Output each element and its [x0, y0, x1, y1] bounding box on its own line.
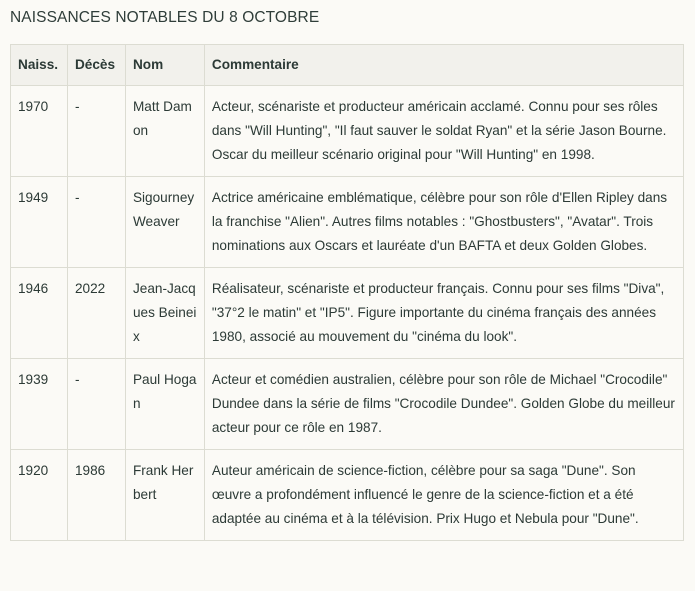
header-deces: Décès: [67, 45, 125, 86]
cell-commentaire: Réalisateur, scénariste et producteur français. Connu pour ses films "Diva", "37°2 le matin" et "IP5". Figure importante du cinéma français des années 1980, associé au mouvement du "cinéma du look".: [204, 268, 683, 359]
cell-deces: -: [67, 359, 125, 450]
header-commentaire: Commentaire: [204, 45, 683, 86]
cell-commentaire: Acteur, scénariste et producteur américain acclamé. Connu pour ses rôles dans "Will Hunting", "Il faut sauver le soldat Ryan" et la série Jason Bourne. Oscar du meilleur scénario original pour "Will Hunting" en 1998.: [204, 86, 683, 177]
cell-nom: Matt Damon: [125, 86, 204, 177]
cell-deces: 1986: [67, 450, 125, 541]
table-row: [11, 359, 684, 450]
table-row: [11, 450, 684, 541]
cell-commentaire: Auteur américain de science-fiction, célèbre pour sa saga "Dune". Son œuvre a profondément influencé le genre de la science-fiction et a été adaptée au cinéma et à la télévision. Prix Hugo et Nebula pour "Dune".: [204, 450, 683, 541]
table-row: [11, 177, 684, 268]
header-row: [11, 45, 684, 86]
table-row: [11, 268, 684, 359]
cell-naiss: 1970: [11, 86, 68, 177]
cell-deces: -: [67, 86, 125, 177]
cell-deces: 2022: [67, 268, 125, 359]
table-row: [11, 86, 684, 177]
births-table: [10, 44, 684, 541]
header-naiss: Naiss.: [11, 45, 68, 86]
cell-naiss: 1939: [11, 359, 68, 450]
cell-nom: Paul Hogan: [125, 359, 204, 450]
cell-naiss: 1946: [11, 268, 68, 359]
page-title: NAISSANCES NOTABLES DU 8 OCTOBRE: [10, 9, 320, 26]
header-nom: Nom: [125, 45, 204, 86]
cell-commentaire: Acteur et comédien australien, célèbre pour son rôle de Michael "Crocodile" Dundee dans la série de films "Crocodile Dundee". Golden Globe du meilleur acteur pour ce rôle en 1987.: [204, 359, 683, 450]
cell-naiss: 1949: [11, 177, 68, 268]
cell-nom: Jean-Jacques Beineix: [125, 268, 204, 359]
cell-naiss: 1920: [11, 450, 68, 541]
cell-nom: Frank Herbert: [125, 450, 204, 541]
table-header: [11, 45, 684, 86]
cell-deces: -: [67, 177, 125, 268]
table-body: [11, 86, 684, 541]
cell-nom: Sigourney Weaver: [125, 177, 204, 268]
cell-commentaire: Actrice américaine emblématique, célèbre pour son rôle d'Ellen Ripley dans la franchise "Alien". Autres films notables : "Ghostbusters", "Avatar". Trois nominations aux Oscars et lauréate d'un BAFTA et deux Golden Globes.: [204, 177, 683, 268]
